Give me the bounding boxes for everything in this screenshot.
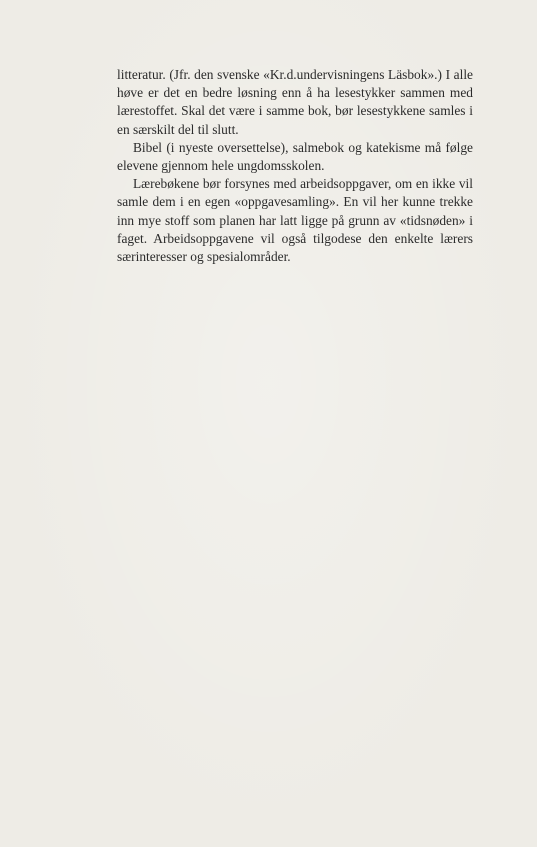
paragraph-2: Bibel (i nyeste oversettelse), salmebok og katekisme må følge elevene gjennom hele ungdomsskolen.	[117, 139, 473, 174]
body-text	[117, 66, 473, 266]
paragraph-3: Lærebøkene bør forsynes med arbeidsoppgaver, om en ikke vil samle dem i en egen «oppgavesamling». En vil her kunne trekke inn mye stoff som planen har latt ligge på grunn av «tidsnøden» i faget. Arbeidsoppgavene vil også tilgodese den enkelte lærers særinteresser og spesialområder.	[117, 176, 473, 265]
paragraph-1: litteratur. (Jfr. den svenske «Kr.d.undervisningens Läsbok».) I alle høve er det en bedre løsning enn å ha lesestykker sammen med lærestoffet. Skal det være i samme bok, bør lesestykkene samles i en særskilt del til slutt.	[117, 67, 473, 137]
